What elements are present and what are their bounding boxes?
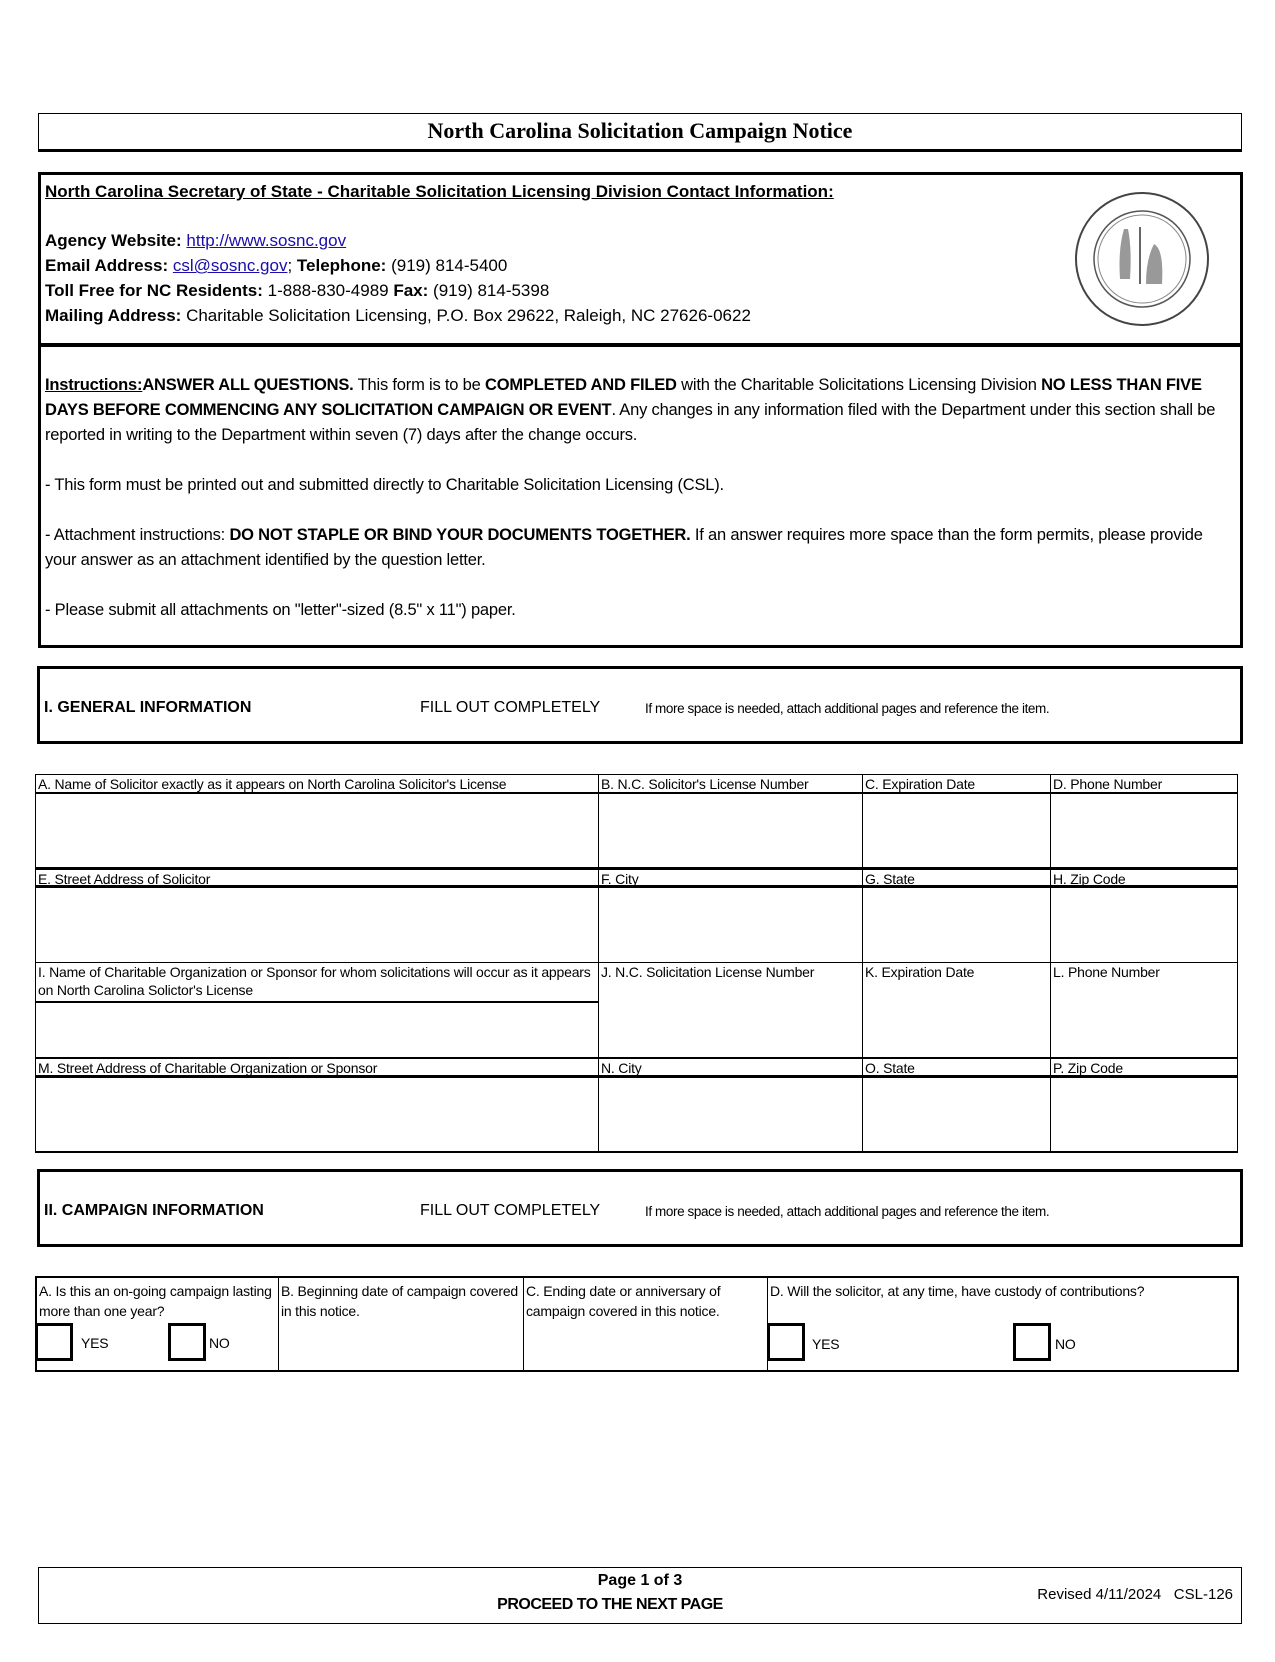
- section-campaign-header: [37, 1169, 1243, 1247]
- proceed-text: PROCEED TO THE NEXT PAGE: [497, 1596, 723, 1613]
- phone-label: Telephone:: [296, 256, 387, 275]
- charity-street-field[interactable]: [35, 1076, 599, 1153]
- solicitor-state-field[interactable]: [862, 886, 1051, 963]
- solicitor-phone-field[interactable]: [1050, 792, 1238, 868]
- label-campaign-d: D. Will the solicitor, at any time, have custody of contributions?: [770, 1283, 1145, 1299]
- separator: ;: [287, 256, 293, 275]
- instructions-attach: [45, 523, 1236, 573]
- label-c: C. Expiration Date: [862, 774, 1051, 793]
- label-campaign-a: A. Is this an on-going campaign lasting more than one year?: [39, 1283, 272, 1319]
- charity-phone-field[interactable]: L. Phone Number: [1050, 962, 1238, 1058]
- email-line: [45, 253, 1236, 278]
- custody-yes-checkbox[interactable]: [767, 1323, 805, 1361]
- instructions-label: Instructions:: [45, 376, 143, 394]
- ongoing-no-checkbox[interactable]: [168, 1323, 206, 1361]
- section-general-header: [37, 666, 1243, 744]
- label-n: N. City: [598, 1057, 863, 1076]
- instr-text: This form is to be: [357, 376, 481, 394]
- state-seal-icon: [1072, 189, 1212, 329]
- label-o: O. State: [862, 1057, 1051, 1076]
- instr-bold: NO LESS THAN FIVE DAYS BEFORE COMMENCING ANY SOLICITATION CAMPAIGN OR EVENT: [45, 376, 1202, 419]
- instructions-paper: - Please submit all attachments on "letter"-sized (8.5" x 11") paper.: [45, 601, 516, 619]
- label-p: P. Zip Code: [1050, 1057, 1238, 1076]
- tollfree-value: 1-888-830-4989: [267, 281, 389, 300]
- mail-value: Charitable Solicitation Licensing, P.O. Box 29622, Raleigh, NC 27626-0622: [186, 306, 751, 325]
- solicitor-expiration-field[interactable]: [862, 792, 1051, 868]
- solicitor-license-field[interactable]: [598, 792, 863, 868]
- label-h: H. Zip Code: [1050, 867, 1238, 886]
- ongoing-yes-checkbox[interactable]: [35, 1323, 73, 1361]
- charity-expiration-field[interactable]: K. Expiration Date: [862, 962, 1051, 1058]
- begin-date-field[interactable]: B. Beginning date of campaign covered in this notice.: [278, 1276, 524, 1372]
- section-title: II. CAMPAIGN INFORMATION: [44, 1202, 264, 1219]
- tollfree-label: Toll Free for NC Residents:: [45, 281, 263, 300]
- instr-text: with the Charitable Solicitations Licensing Division: [681, 376, 1037, 394]
- no-label: NO: [209, 1335, 230, 1351]
- charity-name-field[interactable]: [35, 1001, 599, 1058]
- yes-label: YES: [81, 1335, 109, 1351]
- mail-line: [45, 303, 1236, 328]
- instr-bold: DO NOT STAPLE OR BIND YOUR DOCUMENTS TOGETHER.: [229, 526, 691, 544]
- instr-bold: COMPLETED AND FILED: [485, 376, 677, 394]
- label-d: D. Phone Number: [1050, 774, 1238, 793]
- charity-city-field[interactable]: [598, 1076, 863, 1153]
- solicitor-zip-field[interactable]: [1050, 886, 1238, 963]
- email-link[interactable]: csl@sosnc.gov: [172, 256, 288, 275]
- phone-value: (919) 814-5400: [391, 256, 508, 275]
- mail-label: Mailing Address:: [45, 306, 182, 325]
- label-f: F. City: [598, 867, 863, 886]
- no-label: NO: [1055, 1336, 1076, 1352]
- page-number: Page 1 of 3: [597, 1572, 683, 1589]
- fill-out-label: FILL OUT COMPLETELY: [420, 1202, 601, 1219]
- charity-zip-field[interactable]: [1050, 1076, 1238, 1153]
- label-e: E. Street Address of Solicitor: [35, 867, 599, 886]
- charity-license-field[interactable]: J. N.C. Solicitation License Number: [598, 962, 863, 1058]
- label-b: B. N.C. Solicitor's License Number: [598, 774, 863, 793]
- yes-label: YES: [812, 1336, 840, 1352]
- custody-cell: [767, 1276, 1239, 1372]
- label-g: G. State: [862, 867, 1051, 886]
- revised-date: Revised 4/11/2024: [1037, 1586, 1162, 1603]
- contact-info-box: [38, 172, 1243, 346]
- fax-value: (919) 814-5398: [433, 281, 550, 300]
- instructions-box: [38, 344, 1243, 648]
- instr-bold: ANSWER ALL QUESTIONS.: [142, 376, 354, 394]
- website-link[interactable]: http://www.sosnc.gov: [186, 231, 347, 250]
- label-a: A. Name of Solicitor exactly as it appears on North Carolina Solicitor's License: [35, 774, 599, 793]
- form-title: North Carolina Solicitation Campaign Notice: [38, 113, 1242, 152]
- solicitor-street-field[interactable]: [35, 886, 599, 963]
- fill-out-label: FILL OUT COMPLETELY: [420, 699, 601, 716]
- instr-text: . Any changes in any information filed with the Department under this section shall be reported in writing to the Department within seven (7) days after the change occurs.: [45, 401, 1216, 444]
- section-note: If more space is needed, attach additional pages and reference the item.: [645, 701, 1050, 716]
- custody-no-checkbox[interactable]: [1013, 1323, 1051, 1361]
- contact-heading: North Carolina Secretary of State - Charitable Solicitation Licensing Division Contact Information:: [45, 182, 834, 201]
- email-label: Email Address:: [45, 256, 169, 275]
- website-line: [45, 228, 1236, 253]
- section-title: I. GENERAL INFORMATION: [44, 699, 252, 716]
- section-note: If more space is needed, attach additional pages and reference the item.: [645, 1204, 1050, 1219]
- instructions-print: - This form must be printed out and submitted directly to Charitable Solicitation Licensing (CSL).: [45, 476, 724, 494]
- instructions-main: [45, 373, 1236, 448]
- page-footer: [38, 1567, 1242, 1624]
- label-i: I. Name of Charitable Organization or Sponsor for whom solicitations will occur as it appears on North Carolina Solictor's License: [35, 962, 599, 1002]
- solicitor-name-field[interactable]: [35, 792, 599, 868]
- charity-state-field[interactable]: [862, 1076, 1051, 1153]
- instr-text: If an answer requires more space than the form permits, please provide your answer as an attachment identified by the question letter.: [45, 526, 1203, 569]
- revision-info: [1037, 1586, 1233, 1603]
- label-m: M. Street Address of Charitable Organization or Sponsor: [35, 1057, 599, 1076]
- fax-label: Fax:: [393, 281, 429, 300]
- form-number: CSL-126: [1173, 1586, 1233, 1603]
- ongoing-campaign-cell: [35, 1276, 279, 1372]
- end-date-field[interactable]: C. Ending date or anniversary of campaign covered in this notice.: [523, 1276, 768, 1372]
- tollfree-line: [45, 278, 1236, 303]
- instr-text: - Attachment instructions:: [45, 526, 226, 544]
- website-label: Agency Website:: [45, 231, 182, 250]
- solicitor-city-field[interactable]: [598, 886, 863, 963]
